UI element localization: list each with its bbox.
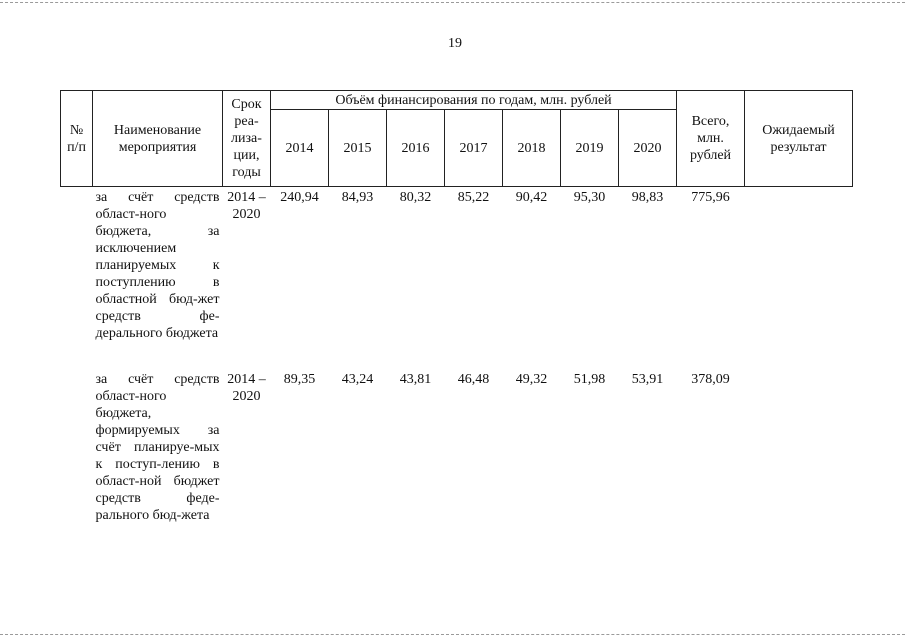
header-year-2017: 2017 — [445, 110, 503, 187]
cell-total: 378,09 — [691, 372, 730, 387]
header-result: Ожидаемый результат — [745, 91, 853, 187]
header-total: Всего, млн. рублей — [677, 91, 745, 187]
cell-value-2014: 240,94 — [280, 190, 319, 205]
cell-value-2020: 53,91 — [631, 372, 664, 387]
cell-value-2014: 89,35 — [283, 372, 316, 387]
header-num: № п/п — [61, 91, 93, 187]
cell-value-2016: 43,81 — [399, 372, 432, 387]
cell-value-2019: 51,98 — [573, 372, 606, 387]
header-name: Наименование мероприятия — [93, 91, 223, 187]
header-year-2014: 2014 — [271, 110, 329, 187]
header-year-2020: 2020 — [619, 110, 677, 187]
header-term: Срок реа-лиза-ции, годы — [223, 91, 271, 187]
cell-value-2017: 46,48 — [457, 372, 490, 387]
cell-value-2018: 90,42 — [515, 190, 548, 205]
cell-value-2015: 43,24 — [341, 372, 374, 387]
page-number: 19 — [448, 36, 462, 51]
cell-value-2016: 80,32 — [399, 190, 432, 205]
cell-value-2019: 95,30 — [573, 190, 606, 205]
cell-value-2020: 98,83 — [631, 190, 664, 205]
cell-result — [745, 187, 853, 370]
header-year-2015: 2015 — [329, 110, 387, 187]
cell-total: 775,96 — [691, 190, 730, 205]
cell-term: 2014 – 2020 — [227, 372, 266, 404]
cell-value-2018: 49,32 — [515, 372, 548, 387]
funding-table — [60, 90, 853, 567]
cell-num — [61, 369, 93, 567]
cell-term: 2014 – 2020 — [227, 190, 266, 222]
cell-name: за счёт средств област-ного бюджета, за исключением планируемых к поступлению в областной бюд-жет средств фе-дерального бюджета — [95, 190, 220, 341]
scan-edge-bottom — [0, 634, 905, 635]
header-year-2016: 2016 — [387, 110, 445, 187]
cell-value-2017: 85,22 — [457, 190, 490, 205]
scan-edge-top — [0, 2, 905, 3]
table-row — [61, 369, 853, 567]
cell-value-2015: 84,93 — [341, 190, 374, 205]
cell-num — [61, 187, 93, 370]
header-funding-group: Объём финансирования по годам, млн. рублей — [271, 91, 677, 110]
cell-name: за счёт средств област-ного бюджета, формируемых за счёт планируе-мых к поступ-лению в област-ной бюджет средств феде-рального бюд-жета — [95, 372, 220, 523]
cell-result — [745, 369, 853, 567]
header-year-2018: 2018 — [503, 110, 561, 187]
table-row — [61, 187, 853, 370]
header-year-2019: 2019 — [561, 110, 619, 187]
